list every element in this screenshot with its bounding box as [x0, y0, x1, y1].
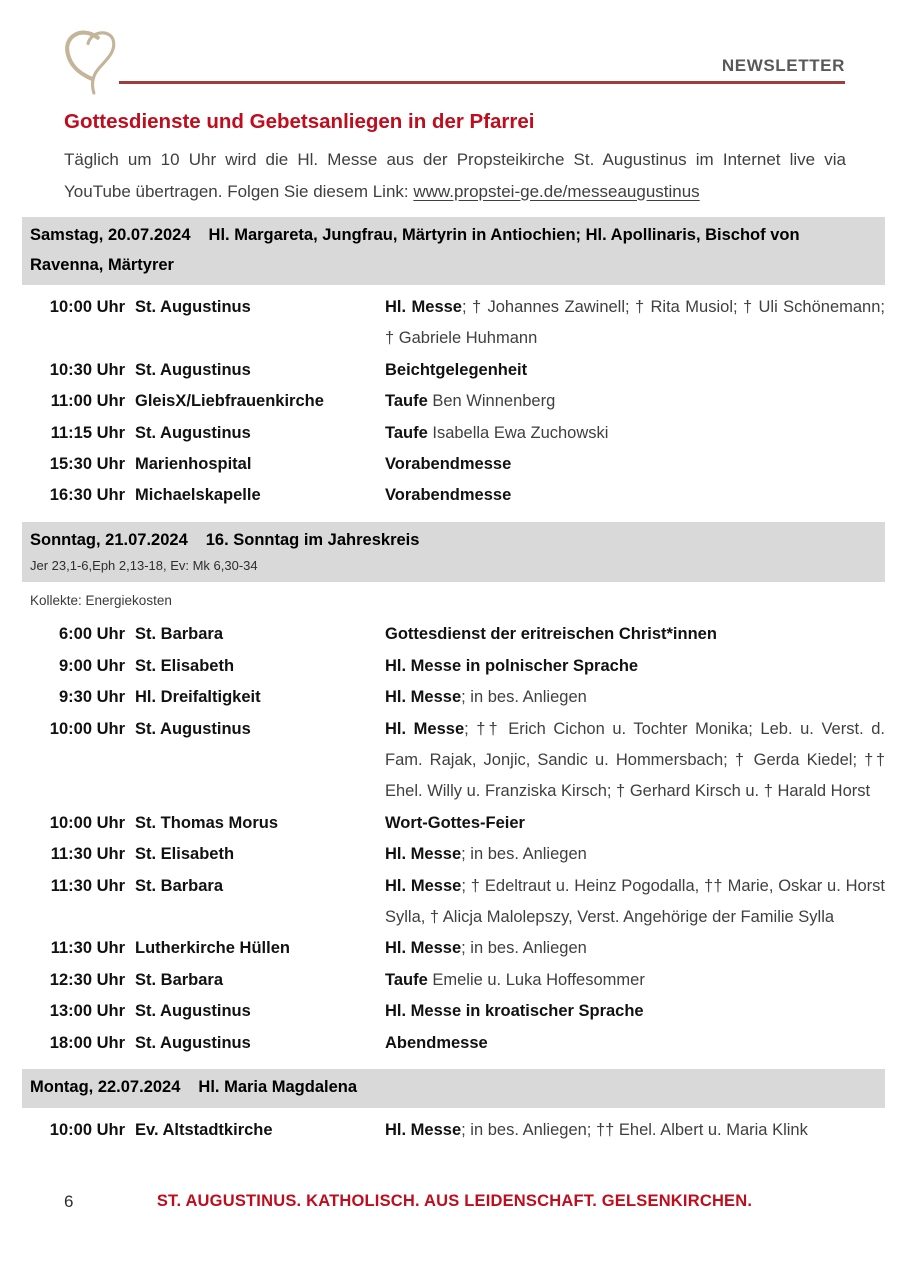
section-header-line	[30, 526, 877, 556]
page-number: 6	[64, 1192, 74, 1211]
row-location: St. Thomas Morus	[135, 813, 279, 832]
schedule-row	[0, 1028, 909, 1059]
intro-paragraph	[64, 144, 846, 207]
row-location: Lutherkirche Hüllen	[135, 939, 290, 958]
row-event: Beichtgelegenheit	[385, 360, 528, 379]
section-day-title: Hl. Margareta, Jungfrau, Märtyrin in Antiochien; Hl. Apollinaris, Bischof von Ravenna, Märtyrer	[30, 226, 800, 274]
schedule-row	[0, 933, 909, 964]
scripture-reference: Jer 23,1-6,Eph 2,13-18, Ev: Mk 6,30-34	[30, 558, 258, 574]
masthead-rule	[119, 81, 845, 84]
row-event: Hl. Messe in polnischer Sprache	[385, 656, 639, 675]
row-location: St. Barbara	[135, 970, 224, 989]
row-time: 11:00 Uhr	[50, 392, 125, 411]
row-event: Gottesdienst der eritreischen Christ*innen	[385, 625, 717, 644]
row-time: 10:00 Uhr	[49, 1120, 125, 1139]
row-location: St. Augustinus	[135, 360, 251, 379]
row-event: Hl. Messe	[385, 298, 462, 316]
schedule-row	[0, 619, 909, 650]
row-time: 9:00 Uhr	[58, 656, 125, 675]
row-event: Taufe	[385, 423, 428, 442]
row-time: 11:30 Uhr	[50, 845, 125, 864]
page-title: Gottesdienste und Gebetsanliegen in der Pfarrei	[64, 110, 535, 133]
schedule-row	[0, 386, 909, 417]
row-description	[385, 965, 885, 996]
row-event: Hl. Messe	[385, 845, 462, 864]
row-description	[385, 714, 885, 808]
row-location: Marienhospital	[135, 455, 252, 474]
intro-text: Täglich um 10 Uhr wird die Hl. Messe aus der Propsteikirche St. Augustinus im Internet live via YouTube übertragen. Folgen Sie diesem Link:	[64, 150, 846, 201]
schedule-row	[0, 1115, 909, 1146]
schedule-row	[0, 449, 909, 480]
row-description	[385, 839, 885, 870]
masthead	[0, 0, 909, 96]
section-day-title: Hl. Maria Magdalena	[198, 1078, 358, 1097]
schedule-row	[0, 651, 909, 682]
heart-logo-icon	[57, 27, 123, 95]
row-event: Hl. Messe	[385, 688, 462, 707]
collection-note: Kollekte: Energiekosten	[30, 593, 172, 609]
schedule-row	[0, 808, 909, 839]
row-details: Isabella Ewa Zuchowski	[427, 423, 609, 442]
schedule-row	[0, 480, 909, 511]
row-event: Taufe	[385, 392, 428, 411]
row-details: ; † Johannes Zawinell; † Rita Musiol; † Uli Schönemann; † Gabriele Huhmann	[385, 298, 885, 348]
row-event: Taufe	[385, 970, 428, 989]
row-description	[385, 355, 885, 386]
row-details: ; in bes. Anliegen	[461, 688, 587, 707]
row-location: St. Augustinus	[135, 1033, 251, 1052]
row-location: Ev. Altstadtkirche	[135, 1120, 273, 1139]
schedule-rows	[0, 1115, 909, 1146]
schedule-row	[0, 871, 909, 934]
schedule-row	[0, 355, 909, 386]
row-time: 10:00 Uhr	[49, 813, 125, 832]
row-details: ; in bes. Anliegen; †† Ehel. Albert u. Maria Klink	[461, 1120, 808, 1139]
row-event: Hl. Messe in kroatischer Sprache	[385, 1002, 644, 1021]
schedule-row	[0, 839, 909, 870]
row-event: Hl. Messe	[385, 939, 462, 958]
row-description	[385, 418, 885, 449]
row-details: ; in bes. Anliegen	[461, 845, 587, 864]
row-time: 13:00 Uhr	[49, 1002, 125, 1021]
schedule-row	[0, 714, 909, 808]
row-description	[385, 480, 885, 511]
row-description	[385, 1115, 885, 1146]
section-day-title: 16. Sonntag im Jahreskreis	[205, 530, 420, 549]
schedule-sections	[0, 217, 909, 1146]
row-description	[385, 933, 885, 964]
row-location: St. Augustinus	[135, 298, 251, 316]
row-time: 11:30 Uhr	[50, 876, 125, 895]
schedule-rows	[0, 292, 909, 512]
section-date: Samstag, 20.07.2024	[30, 226, 191, 244]
row-location: St. Augustinus	[135, 423, 251, 442]
row-time: 12:30 Uhr	[49, 970, 125, 989]
row-event: Hl. Messe	[385, 719, 465, 738]
row-description	[385, 292, 885, 355]
row-time: 10:00 Uhr	[49, 719, 125, 738]
row-time: 10:30 Uhr	[49, 360, 125, 379]
row-details: Emelie u. Luka Hoffesommer	[427, 970, 645, 989]
row-time: 16:30 Uhr	[49, 486, 125, 505]
row-time: 15:30 Uhr	[49, 455, 125, 474]
section-date: Montag, 22.07.2024	[30, 1078, 181, 1097]
row-location: Michaelskapelle	[135, 486, 261, 505]
schedule-row	[0, 418, 909, 449]
section-header-line	[30, 221, 877, 280]
schedule-row	[0, 682, 909, 713]
section-header-bar	[22, 1069, 885, 1108]
row-location: GleisX/Liebfrauenkirche	[135, 392, 324, 411]
row-description	[385, 651, 885, 682]
section-header-bar	[22, 522, 885, 583]
row-event: Vorabendmesse	[385, 455, 512, 474]
row-description	[385, 386, 885, 417]
row-details: ; †† Erich Cichon u. Tochter Monika; Leb. u. Verst. d. Fam. Rajak, Jonjic, Sandic u. Hommersbach; † Gerda Kiedel; †† Ehel. Willy u. Franziska Kirsch; † Gerhard Kirsch u. † Harald Horst	[385, 719, 885, 801]
row-description	[385, 871, 885, 934]
row-event: Wort-Gottes-Feier	[385, 813, 525, 832]
row-location: Hl. Dreifaltigkeit	[135, 688, 261, 707]
row-location: St. Barbara	[135, 625, 224, 644]
schedule-row	[0, 965, 909, 996]
row-time: 11:15 Uhr	[50, 423, 125, 442]
row-time: 6:00 Uhr	[58, 625, 125, 644]
row-description	[385, 1028, 885, 1059]
row-time: 9:30 Uhr	[58, 688, 125, 707]
row-details: ; in bes. Anliegen	[461, 939, 587, 958]
day-section	[0, 217, 909, 512]
row-location: St. Augustinus	[135, 719, 251, 738]
row-event: Abendmesse	[385, 1033, 488, 1052]
row-location: St. Augustinus	[135, 1002, 251, 1021]
row-description	[385, 996, 885, 1027]
row-location: St. Barbara	[135, 876, 224, 895]
day-section	[0, 522, 909, 1059]
page-footer	[0, 1188, 909, 1222]
row-description	[385, 682, 885, 713]
schedule-row	[0, 292, 909, 355]
row-details: Ben Winnenberg	[427, 392, 556, 411]
row-time: 10:00 Uhr	[49, 298, 125, 316]
row-event: Hl. Messe	[385, 876, 462, 895]
row-details: ; † Edeltraut u. Heinz Pogodalla, †† Marie, Oskar u. Horst Sylla, † Alicja Malolepszy, Verst. Angehörige der Familie Sylla	[385, 876, 885, 926]
day-section	[0, 1069, 909, 1146]
section-header-line	[30, 1073, 877, 1103]
row-description	[385, 449, 885, 480]
row-event: Vorabendmesse	[385, 486, 512, 505]
row-location: St. Elisabeth	[135, 656, 235, 675]
schedule-row	[0, 996, 909, 1027]
row-description	[385, 619, 885, 650]
row-event: Hl. Messe	[385, 1120, 462, 1139]
livestream-link[interactable]: www.propstei-ge.de/messeaugustinus	[413, 181, 700, 201]
footer-slogan: ST. AUGUSTINUS. KATHOLISCH. AUS LEIDENSCHAFT. GELSENKIRCHEN.	[156, 1192, 753, 1210]
section-date: Sonntag, 21.07.2024	[30, 530, 188, 549]
newsletter-label: NEWSLETTER	[721, 56, 845, 75]
row-time: 11:30 Uhr	[50, 939, 125, 958]
row-description	[385, 808, 885, 839]
schedule-rows	[0, 619, 909, 1059]
row-time: 18:00 Uhr	[49, 1033, 125, 1052]
row-location: St. Elisabeth	[135, 845, 235, 864]
section-header-bar	[22, 217, 885, 285]
